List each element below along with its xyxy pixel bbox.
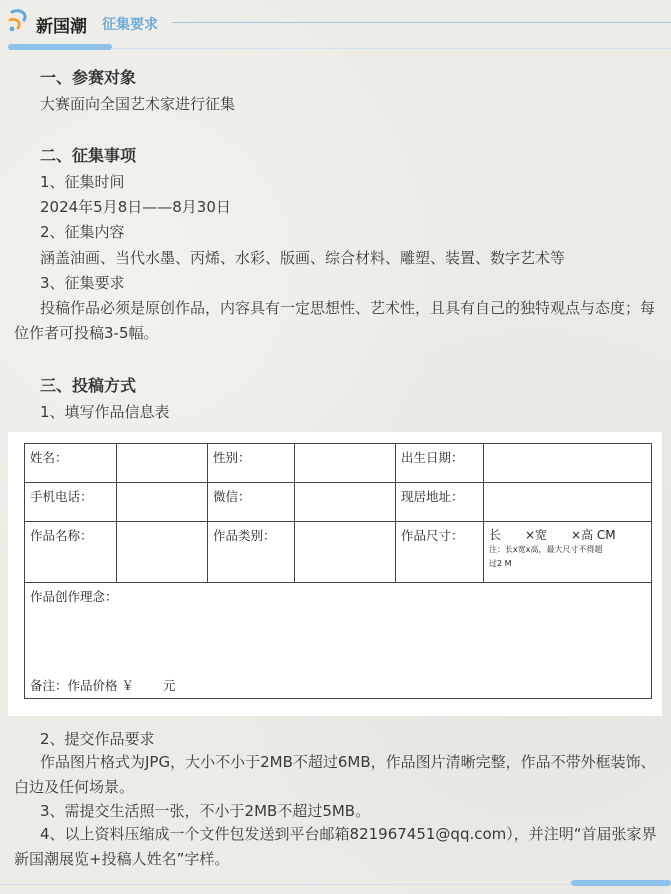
- work-name-field[interactable]: [117, 522, 208, 583]
- section-3-item-2: 2、提交作品要求: [40, 730, 155, 748]
- section-3-item-4: 4、以上资料压缩成一个文件包发送到平台邮箱821967451@qq.com），并注明“首届张家界新国潮展览+投稿人姓名”字样。: [14, 825, 657, 868]
- form-row: [25, 522, 652, 583]
- section-2-item-2-body: 涵盖油画、当代水墨、丙烯、水彩、版画、综合材料、雕塑、装置、数字艺术等: [40, 249, 566, 267]
- size-value: 长 ×宽 ×高 CM: [489, 528, 616, 542]
- form-row: [25, 483, 652, 522]
- section-2-item-1-body: 2024年5月8日——8月30日: [40, 198, 231, 216]
- section-3-item-3: 3、需提交生活照一张，不小于2MB不超过5MB。: [40, 802, 371, 820]
- brand-title: 新国潮: [36, 17, 87, 37]
- work-info-form: [8, 432, 662, 716]
- section-2-title: 二、征集事项: [40, 146, 137, 165]
- section-1-title: 一、参赛对象: [40, 68, 137, 87]
- name-label: 姓名：: [25, 444, 117, 483]
- work-type-field[interactable]: [295, 522, 396, 583]
- section-2-item-2: 2、征集内容: [40, 223, 125, 241]
- header-accent-bar: [8, 44, 112, 50]
- wechat-field[interactable]: [295, 483, 396, 522]
- form-row: [25, 444, 652, 483]
- wechat-label: 微信：: [208, 483, 295, 522]
- size-note-1: 注：长x宽x高，最大尺寸不得超: [489, 545, 603, 554]
- section-2-item-3-body: 投稿作品必须是原创作品，内容具有一定思想性、艺术性，且具有自己的独特观点与态度；每位作者可投稿3-5幅。: [14, 299, 656, 342]
- section-3-title: 三、投稿方式: [40, 376, 137, 395]
- work-info-table: [24, 443, 652, 699]
- birth-field[interactable]: [484, 444, 652, 483]
- section-3-item-1: 1、填写作品信息表: [40, 403, 170, 421]
- birth-label: 出生日期：: [396, 444, 484, 483]
- remark-price: 备注：作品价格 ￥ 元: [30, 678, 176, 693]
- brand-logo-icon: [6, 8, 30, 34]
- section-3-item-2-body: 作品图片格式为JPG，大小不小于2MB不超过6MB，作品图片清晰完整，作品不带外框装饰、白边及任何场景。: [14, 753, 656, 796]
- size-note-2: 过2 M: [489, 559, 512, 568]
- gender-label: 性别：: [208, 444, 295, 483]
- header-underline: [112, 48, 671, 49]
- work-name-label: 作品名称：: [25, 522, 117, 583]
- phone-field[interactable]: [117, 483, 208, 522]
- work-size-field[interactable]: [484, 522, 652, 583]
- footer-divider: [0, 884, 571, 885]
- form-row: [25, 583, 652, 699]
- concept-field[interactable]: [25, 583, 652, 699]
- footer-accent-bar: [571, 880, 671, 886]
- section-subtitle: 征集要求: [102, 17, 158, 33]
- address-field[interactable]: [484, 483, 652, 522]
- work-size-label: 作品尺寸：: [396, 522, 484, 583]
- phone-label: 手机电话：: [25, 483, 117, 522]
- work-type-label: 作品类别：: [208, 522, 295, 583]
- page-header: [0, 0, 671, 52]
- address-label: 现居地址：: [396, 483, 484, 522]
- gender-field[interactable]: [295, 444, 396, 483]
- concept-label: 作品创作理念：: [30, 589, 118, 604]
- header-divider: [172, 22, 671, 23]
- section-2-item-3: 3、征集要求: [40, 274, 125, 292]
- section-2-item-1: 1、征集时间: [40, 173, 125, 191]
- section-1-body: 大赛面向全国艺术家进行征集: [40, 95, 236, 113]
- name-field[interactable]: [117, 444, 208, 483]
